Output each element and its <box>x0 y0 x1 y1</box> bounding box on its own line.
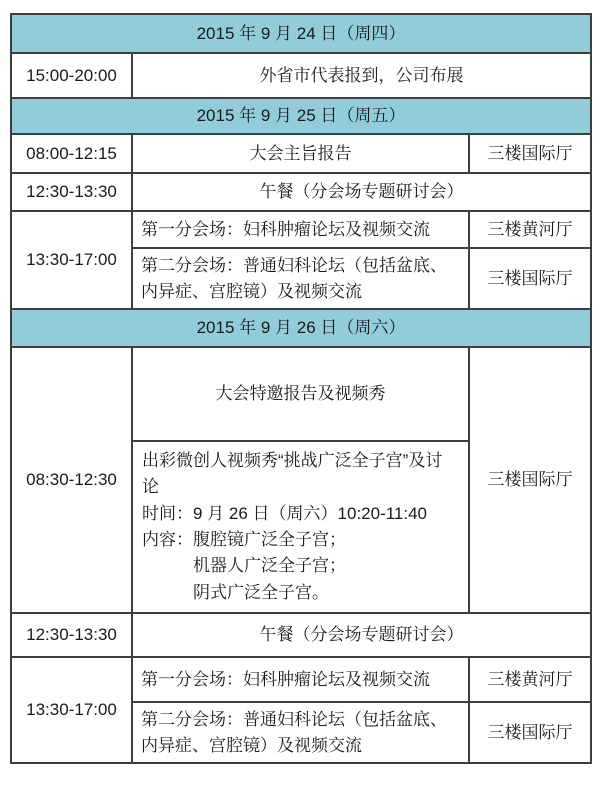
conference-schedule-table <box>10 13 592 764</box>
row-keynote <box>11 134 591 173</box>
event-cell: 第二分会场：普通妇科论坛（包括盆底、内异症、宫腔镜）及视频交流 <box>132 248 469 309</box>
event-cell: 第一分会场：妇科肿瘤论坛及视频交流 <box>132 211 469 248</box>
date-header-row-day2 <box>11 98 591 134</box>
event-cell: 大会主旨报告 <box>132 134 469 173</box>
row-day3-session1 <box>11 657 591 702</box>
date-header-row-day3 <box>11 309 591 347</box>
event-cell: 午餐（分会场专题研讨会） <box>132 613 591 657</box>
event-cell: 第二分会场：普通妇科论坛（包括盆底、内异症、宫腔镜）及视频交流 <box>132 702 469 763</box>
venue-cell: 三楼黄河厅 <box>469 657 591 702</box>
time-cell: 13:30-17:00 <box>11 657 132 763</box>
row-lunch-day2 <box>11 173 591 211</box>
venue-cell: 三楼国际厅 <box>469 347 591 613</box>
date-header-day3: 2015 年 9 月 26 日（周六） <box>11 309 591 347</box>
row-day2-session1 <box>11 211 591 248</box>
event-cell: 午餐（分会场专题研讨会） <box>132 173 591 211</box>
video-show-content-line: 机器人广泛全子宫； <box>193 556 346 576</box>
time-cell: 08:30-12:30 <box>11 347 132 613</box>
event-cell: 大会特邀报告及视频秀 <box>132 347 469 441</box>
video-show-title: 出彩微创人视频秀“挑战广泛全子宫”及讨论 <box>142 451 443 497</box>
venue-cell: 三楼国际厅 <box>469 702 591 763</box>
video-show-content-line: 内容：腹腔镜广泛全子宫； <box>142 530 346 550</box>
event-cell: 外省市代表报到，公司布展 <box>132 53 591 98</box>
video-show-content-line: 阴式广泛全子宫。 <box>193 582 329 602</box>
row-invited-talks <box>11 347 591 441</box>
time-cell: 15:00-20:00 <box>11 53 132 98</box>
time-cell: 12:30-13:30 <box>11 173 132 211</box>
row-registration <box>11 53 591 98</box>
row-lunch-day3 <box>11 613 591 657</box>
event-cell: 第一分会场：妇科肿瘤论坛及视频交流 <box>132 657 469 702</box>
venue-cell: 三楼国际厅 <box>469 248 591 309</box>
date-header-row-day1 <box>11 14 591 53</box>
date-header-day2: 2015 年 9 月 25 日（周五） <box>11 98 591 134</box>
time-cell: 08:00-12:15 <box>11 134 132 173</box>
venue-cell: 三楼黄河厅 <box>469 211 591 248</box>
date-header-day1: 2015 年 9 月 24 日（周四） <box>11 14 591 53</box>
time-cell: 12:30-13:30 <box>11 613 132 657</box>
event-detail-cell <box>132 441 469 613</box>
venue-cell: 三楼国际厅 <box>469 134 591 173</box>
video-show-time-line: 时间：9 月 26 日（周六）10:20-11:40 <box>142 503 428 523</box>
time-cell: 13:30-17:00 <box>11 211 132 309</box>
